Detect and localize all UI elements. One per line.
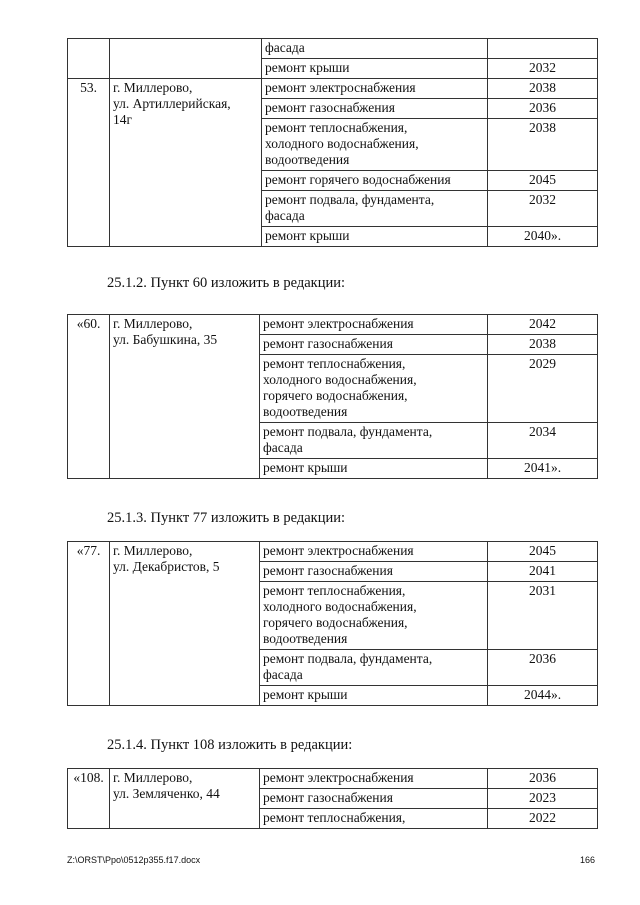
item-number — [68, 39, 110, 79]
work-type-cell: ремонт крыши — [260, 459, 488, 479]
work-type-cell: ремонт электроснабжения — [260, 769, 488, 789]
year-cell: 2045 — [488, 542, 598, 562]
work-type-cell: ремонт крыши — [260, 686, 488, 706]
year-cell: 2032 — [488, 59, 598, 79]
paragraph-item-60: 25.1.2. Пункт 60 изложить в редакции: — [107, 275, 346, 291]
work-type-cell: ремонт горячего водоснабжения — [262, 171, 488, 191]
address-cell: г. Миллерово, ул. Земляченко, 44 — [110, 769, 260, 829]
year-cell: 2042 — [488, 315, 598, 335]
year-cell: 2044». — [488, 686, 598, 706]
address-cell: г. Миллерово, ул. Артиллерийская, 14г — [110, 79, 262, 247]
year-cell: 2036 — [488, 650, 598, 686]
table-row — [68, 315, 598, 335]
year-cell: 2040». — [488, 227, 598, 247]
address-cell: г. Миллерово, ул. Декабристов, 5 — [110, 542, 260, 706]
year-cell: 2041 — [488, 562, 598, 582]
work-type-cell: ремонт электроснабжения — [260, 315, 488, 335]
work-type-cell: ремонт теплоснабжения, — [260, 809, 488, 829]
item-number: «77. — [68, 542, 110, 706]
work-type-cell: ремонт теплоснабжения, холодного водоснабжения, горячего водоснабжения, водоотведения — [260, 355, 488, 423]
year-cell — [488, 39, 598, 59]
year-cell: 2022 — [488, 809, 598, 829]
table-row — [68, 769, 598, 789]
year-cell: 2023 — [488, 789, 598, 809]
address-cell: г. Миллерово, ул. Бабушкина, 35 — [110, 315, 260, 479]
work-type-cell: ремонт подвала, фундамента, фасада — [260, 423, 488, 459]
year-cell: 2038 — [488, 335, 598, 355]
item-number: 53. — [68, 79, 110, 247]
work-type-cell: ремонт подвала, фундамента, фасада — [262, 191, 488, 227]
work-type-cell: ремонт газоснабжения — [260, 335, 488, 355]
work-type-cell: ремонт крыши — [262, 59, 488, 79]
year-cell: 2036 — [488, 769, 598, 789]
footer-page-number: 166 — [579, 855, 595, 865]
table-row — [68, 39, 598, 59]
table-item-77 — [67, 541, 598, 706]
work-type-cell: ремонт теплоснабжения, холодного водоснабжения, водоотведения — [262, 119, 488, 171]
year-cell: 2032 — [488, 191, 598, 227]
year-cell: 2029 — [488, 355, 598, 423]
year-cell: 2031 — [488, 582, 598, 650]
work-type-cell: ремонт газоснабжения — [260, 789, 488, 809]
table-row — [68, 542, 598, 562]
work-type-cell: ремонт газоснабжения — [260, 562, 488, 582]
table-item-60 — [67, 314, 598, 479]
address-cell — [110, 39, 262, 79]
year-cell: 2041». — [488, 459, 598, 479]
work-type-cell: ремонт электроснабжения — [260, 542, 488, 562]
work-type-cell: ремонт газоснабжения — [262, 99, 488, 119]
work-type-cell: ремонт теплоснабжения, холодного водоснабжения, горячего водоснабжения, водоотведения — [260, 582, 488, 650]
year-cell: 2038 — [488, 119, 598, 171]
footer-file-path: Z:\ORST\Ppo\0512p355.f17.docx — [67, 855, 201, 865]
paragraph-item-108: 25.1.4. Пункт 108 изложить в редакции: — [107, 737, 353, 753]
paragraph-item-77: 25.1.3. Пункт 77 изложить в редакции: — [107, 510, 346, 526]
work-type-cell: ремонт крыши — [262, 227, 488, 247]
work-type-cell: фасада — [262, 39, 488, 59]
year-cell: 2038 — [488, 79, 598, 99]
year-cell: 2036 — [488, 99, 598, 119]
year-cell: 2045 — [488, 171, 598, 191]
table-item-108 — [67, 768, 598, 829]
item-number: «108. — [68, 769, 110, 829]
work-type-cell: ремонт подвала, фундамента, фасада — [260, 650, 488, 686]
table-continuation — [67, 38, 598, 247]
table-row — [68, 79, 598, 99]
item-number: «60. — [68, 315, 110, 479]
year-cell: 2034 — [488, 423, 598, 459]
work-type-cell: ремонт электроснабжения — [262, 79, 488, 99]
